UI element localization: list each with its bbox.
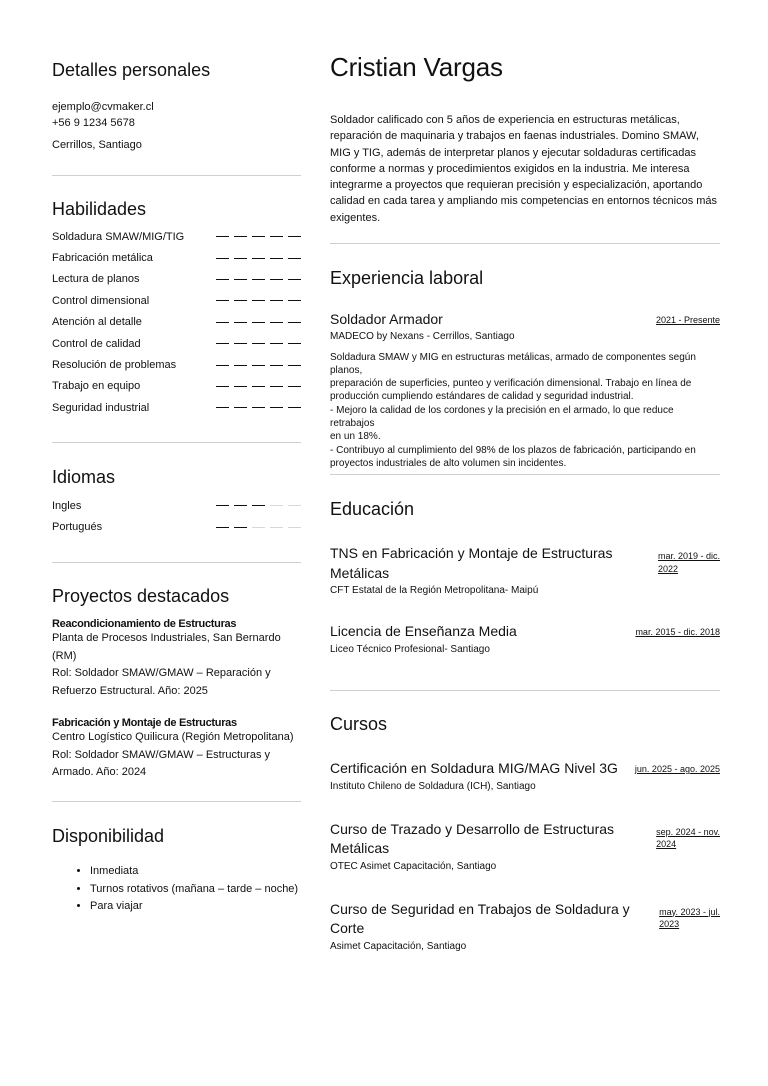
rating-dash [234,279,247,280]
rating-dash [252,386,265,387]
date-line: jun. 2025 - ago. 2025 [634,764,720,774]
rating-dashes [216,386,301,387]
divider [330,474,720,475]
rating-dash [288,527,301,528]
skill-row [52,247,301,268]
description-line: proyectos industriales de alto volumen sin incidentes. [330,457,567,469]
rating-dash [234,407,247,408]
title-line: TNS en Fabricación y Montaje de Estructuras [330,545,613,561]
description-line: Soldadura SMAW y MIG en estructuras metálicas, armado de componentes según planos, [330,351,696,376]
rating-dashes [216,407,301,408]
courses-item [330,900,720,954]
language-row [52,516,301,537]
rating-dash [216,300,229,301]
description-line: en un 18%. [330,431,381,443]
rating-dash [252,322,265,323]
title-line: Curso de Trazado y Desarrollo de Estructuras [330,820,615,837]
project-item [52,618,301,700]
skill-row [52,354,301,375]
rating-dash [288,279,301,280]
experience-list [330,310,720,470]
availability-title: Disponibilidad [52,826,165,846]
rating-dash [288,258,301,259]
rating-dashes [216,322,301,323]
skill-label: Seguridad industrial [52,401,150,414]
rating-dash [216,322,229,323]
rating-dash [252,279,265,280]
skill-label: Lectura de planos [52,273,140,286]
date-line: 2023 [659,919,680,929]
rating-dashes [216,343,301,344]
project-detail: Armado. Año: 2024 [52,766,147,778]
rating-dash [252,407,265,408]
skills-list [52,226,301,419]
courses-head [330,759,720,779]
courses-head [330,900,720,939]
project-item [52,717,301,782]
title-line: Corte [330,920,365,936]
personal-section [52,60,301,153]
rating-dash [270,407,283,408]
description-line: - Contribuyo al cumplimiento del 98% de los plazos de fabricación, participando en [330,444,696,456]
rating-dash [216,527,229,528]
job-date: 2021 - Presente [655,315,720,325]
rating-dash [234,505,247,506]
skill-label: Trabajo en equipo [52,380,141,393]
education-date [658,550,720,575]
courses-section [330,714,720,954]
date-line: mar. 2019 - dic. [657,551,720,561]
projects-section [52,586,301,782]
rating-dash [234,300,247,301]
skill-row [52,397,301,418]
divider [330,690,720,691]
rating-dash [216,258,229,259]
rating-dash [252,505,265,506]
skills-section [52,199,301,419]
candidate-name: Cristian Vargas [330,52,503,82]
education-item [330,544,720,598]
rating-dash [216,279,229,280]
project-name: Fabricación y Montaje de Estructuras [52,717,237,729]
skill-label: Control dimensional [52,294,150,307]
location: Cerrillos, Santiago [52,139,142,151]
rating-dash [288,505,301,506]
courses-title [330,759,618,779]
skill-label: Portugués [52,521,103,534]
rating-dash [252,343,265,344]
title-line: Metálicas [330,840,390,856]
date-line: sep. 2024 - nov. [656,826,720,837]
institution: Liceo Técnico Profesional- Santiago [330,643,490,655]
skill-label: Ingles [52,499,82,512]
rating-dash [270,505,283,506]
experience-title: Experiencia laboral [330,268,484,288]
title-line: Licencia de Enseñanza Media [330,623,517,639]
skill-label: Fabricación metálica [52,252,153,265]
courses-head [330,820,720,859]
languages-list [52,495,301,538]
project-detail: Refuerzo Estructural. Año: 2025 [52,684,208,697]
rating-dash [288,365,301,366]
availability-list [52,863,312,916]
rating-dash [270,279,283,280]
date-line: mar. 2015 - dic. 2018 [635,627,720,637]
courses-title [330,820,614,859]
rating-dash [216,236,229,237]
rating-dash [252,258,265,259]
personal-title: Detalles personales [52,60,211,80]
rating-dash [234,322,247,323]
institution: Instituto Chileno de Soldadura (ICH), Santiago [330,780,536,792]
divider [330,243,720,244]
rating-dash [216,505,229,506]
date-line: may. 2023 - jul. [659,906,720,917]
education-title [330,622,517,642]
rating-dash [288,407,301,408]
job-description [330,351,720,471]
projects-title: Proyectos destacados [52,586,230,606]
date-line: 2024 [656,839,677,849]
rating-dash [270,527,283,528]
education-title: Educación [330,499,415,519]
job-title: Soldador Armador [330,311,443,327]
rating-dash [270,300,283,301]
rating-dashes [216,527,301,528]
education-date [635,626,720,639]
courses-list [330,759,720,954]
courses-date [635,763,720,776]
skill-label: Atención al detalle [52,316,142,329]
rating-dashes [216,258,301,259]
institution: Asimet Capacitación, Santiago [330,940,467,952]
institution: CFT Estatal de la Región Metropolitana- Maipú [330,585,539,596]
rating-dash [216,343,229,344]
projects-list [52,618,301,782]
rating-dash [288,236,301,237]
divider [52,562,301,563]
language-row [52,495,301,516]
rating-dash [234,343,247,344]
rating-dash [216,386,229,387]
rating-dash [234,236,247,237]
rating-dash [270,386,283,387]
summary: Soldador calificado con 5 años de experiencia en estructuras metálicas, reparación de maquinaria y trabajos en faenas industriales. Domino SMAW, MIG y TIG, además de interpretar planos y ejecutar soldaduras certificadas conforme a normas y procedimientos exigidos en la industria. Me interesa integrarme a proyectos que requieran precisión y especialización, aportando calidad en cada tarea y ampliando mis competencias en entornos técnicos más exigentes. [330,114,718,224]
rating-dash [252,527,265,528]
rating-dash [252,236,265,237]
rating-dash [270,258,283,259]
rating-dashes [216,365,301,366]
title-line: Certificación en Soldadura MIG/MAG Nivel 3G [330,760,618,776]
rating-dash [288,386,301,387]
courses-date [656,826,720,851]
skill-row [52,376,301,397]
rating-dash [288,322,301,323]
divider [52,801,301,802]
courses-item [330,759,720,794]
phone: +56 9 1234 5678 [52,117,135,129]
skill-label: Control de calidad [52,337,141,350]
education-list [330,544,720,657]
rating-dash [216,365,229,366]
rating-dashes [216,279,301,280]
title-line: Metálicas [330,564,390,581]
project-name: Reacondicionamiento de Estructuras [52,618,237,630]
email: ejemplo@cvmaker.cl [52,101,154,113]
skill-row [52,226,301,247]
languages-title: Idiomas [52,467,116,487]
divider [52,175,301,176]
skill-label: Resolución de problemas [52,359,177,372]
rating-dashes [216,236,301,237]
description-line: - Mejoro la calidad de los cordones y la precisión en el armado, lo que reduce retrabajos [330,404,674,429]
skill-row [52,290,301,311]
education-head [330,622,720,642]
rating-dash [288,300,301,301]
education-head [330,544,720,583]
description-line: producción cumpliendo estándares de calidad y seguridad industrial. [330,391,634,403]
rating-dash [252,365,265,366]
skill-label: Soldadura SMAW/MIG/TIG [52,230,185,243]
skill-row [52,312,301,333]
rating-dash [234,527,247,528]
availability-item: • Para viajar [90,898,312,916]
date-line: 2022 [657,563,678,574]
rating-dash [234,365,247,366]
courses-item [330,820,720,874]
project-detail: Rol: Soldador SMAW/GMAW – Estructuras y [52,748,271,761]
skill-row [52,269,301,290]
divider [52,442,301,443]
rating-dash [270,236,283,237]
rating-dash [252,300,265,301]
skills-title: Habilidades [52,199,147,219]
courses-date [659,906,720,931]
rating-dash [216,407,229,408]
institution: OTEC Asimet Capacitación, Santiago [330,860,497,872]
availability-item: • Turnos rotativos (mañana – tarde – noche) [90,881,312,899]
availability-section [52,826,312,916]
education-item [330,622,720,657]
courses-title: Cursos [330,714,388,734]
company: MADECO by Nexans - Cerrillos, Santiago [330,330,515,342]
rating-dash [270,322,283,323]
rating-dash [234,386,247,387]
education-title [330,544,612,583]
experience-head [330,310,720,330]
project-detail: Planta de Procesos Industriales, San Bernardo (RM) [52,632,281,662]
title-line: Curso de Seguridad en Trabajos de Soldadura y [330,900,630,917]
rating-dash [234,258,247,259]
experience-section [330,268,720,470]
courses-title [330,900,630,939]
rating-dash [270,343,283,344]
rating-dashes [216,300,301,301]
rating-dash [288,343,301,344]
rating-dash [270,365,283,366]
skill-row [52,333,301,354]
availability-item: • Inmediata [90,863,312,881]
project-detail: Centro Logístico Quilicura (Región Metropolitana) [52,731,294,743]
description-line: preparación de superficies, punteo y verificación dimensional. Trabajo en línea de [330,378,692,390]
languages-section [52,467,301,538]
education-section [330,499,720,657]
rating-dashes [216,505,301,506]
project-detail: Rol: Soldador SMAW/GMAW – Reparación y [52,667,271,679]
